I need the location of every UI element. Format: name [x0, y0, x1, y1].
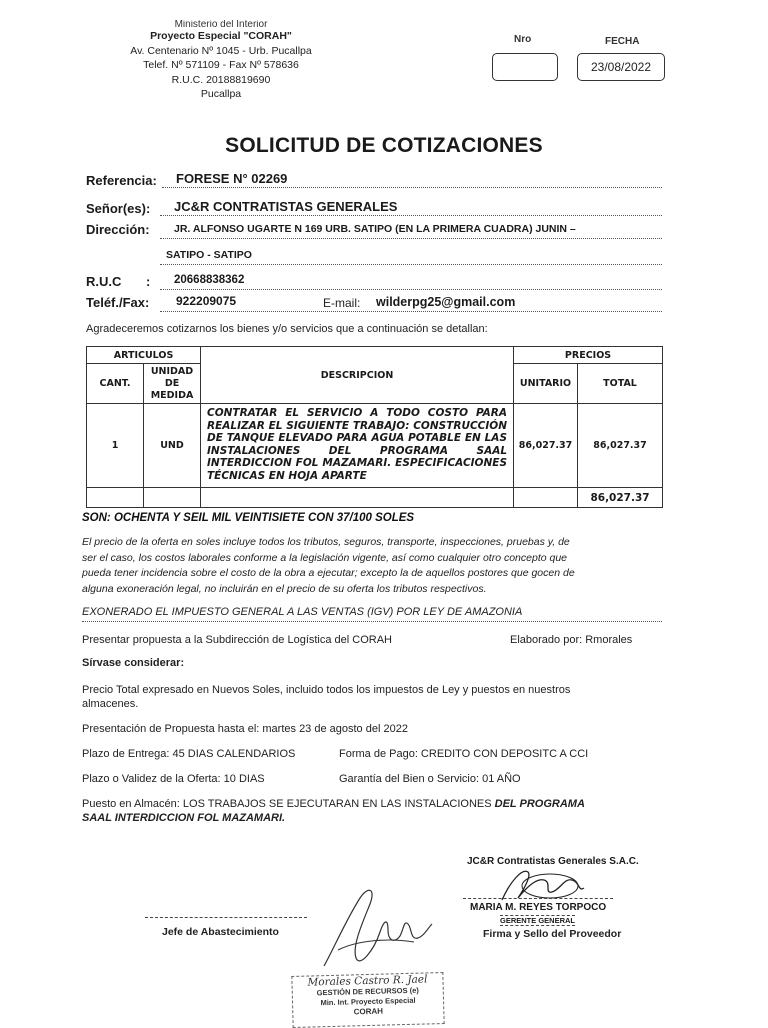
provider-signer-role: GERENTE GENERAL [500, 916, 576, 925]
direccion-line-1 [160, 238, 662, 239]
price-clause-line-4: alguna exoneración legal, no incluirán en el precio de su oferta los tributos respectivos. [82, 582, 487, 595]
provider-company: JC&R Contratistas Generales S.A.C. [467, 856, 639, 867]
email-value: wilderpg25@gmail.com [376, 295, 516, 309]
total-row-empty-3 [201, 488, 514, 508]
institution-ruc: R.U.C. 20188819690 [171, 73, 271, 86]
left-signature-line [145, 917, 307, 918]
igv-line [82, 621, 662, 622]
price-clause-line-1: El precio de la oferta en soles incluye todos los tributos, seguros, transporte, inspecciones, pruebas y, de [82, 536, 570, 548]
price-clause-line-3: pueda tener incidencia sobre el costo de la obra a ejecutar; excepto la de aquellos postores que gocen de [82, 567, 575, 579]
institution-city: Pucallpa [200, 88, 242, 101]
direccion-line-2 [160, 264, 662, 265]
project-name: Proyecto Especial "CORAH" [150, 30, 292, 42]
ruc-line [160, 289, 662, 290]
direccion-value-1: JR. ALFONSO UGARTE N 169 URB. SATIPO (EN LA PRIMERA CUADRA) JUNIN – [174, 223, 576, 235]
row-total: 86,027.37 [578, 404, 663, 488]
nro-label: Nro [514, 34, 532, 45]
presentar-text: Presentar propuesta a la Subdirección de Logística del CORAH [82, 634, 393, 646]
ruc-colon: : [146, 274, 151, 289]
ruc-label: R.U.C [86, 274, 122, 289]
senores-value: JC&R CONTRATISTAS GENERALES [174, 199, 398, 214]
amount-in-words: SON: OCHENTA Y SEIL MIL VEINTISIETE CON 37/100 SOLES [82, 512, 415, 524]
presentacion-text: Presentación de Propuesta hasta el: martes 23 de agosto del 2022 [82, 723, 408, 735]
telef-value: 922209075 [176, 294, 237, 308]
sirvase-heading: Sírvase considerar: [82, 657, 185, 669]
ministry-name: Ministerio del Interior [174, 20, 268, 29]
total-row-empty-1 [87, 488, 144, 508]
forma-pago: Forma de Pago: CREDITO CON DEPOSITC A CCI [339, 748, 589, 760]
institution-phone: Telef. Nº 571109 - Fax Nº 578636 [143, 59, 299, 72]
email-label: E-mail: [323, 296, 361, 310]
elaborado-text: Elaborado por: Rmorales [510, 634, 633, 646]
referencia-value: FORESE N° 02269 [176, 171, 288, 186]
grand-total: 86,027.37 [578, 488, 663, 508]
total-row-empty-4 [514, 488, 578, 508]
row-cant: 1 [87, 404, 144, 488]
cant-header: CANT. [87, 364, 144, 404]
ruc-value: 20668838362 [174, 274, 245, 286]
fecha-label: FECHA [605, 36, 640, 47]
fecha-value: 23/08/2022 [590, 60, 652, 74]
left-signature-scribble [318, 880, 436, 972]
garantia-text: Garantía del Bien o Servicio: 01 AÑO [339, 773, 521, 785]
price-clause-line-2: ser el caso, los costos laborales conforme a la legislación vigente, así como cualquier otro concepto que [82, 551, 568, 564]
official-stamp [291, 972, 444, 1028]
telef-line [160, 311, 662, 312]
institution-header [96, 20, 346, 102]
unidad-header: UNIDAD DE MEDIDA [144, 364, 201, 404]
precio-total-line-2: almacenes. [82, 698, 139, 710]
referencia-label: Referencia: [86, 173, 157, 188]
referencia-line [162, 187, 662, 188]
plazo-entrega: Plazo de Entrega: 45 DIAS CALENDARIOS [82, 748, 296, 760]
provider-signer-name: MARIA M. REYES TORPOCO [470, 902, 607, 913]
jefe-abastecimiento-label: Jefe de Abastecimiento [162, 926, 279, 938]
precio-total-line-1: Precio Total expresado en Nuevos Soles, incluido todos los impuestos de Ley y puestos en nuestros [82, 684, 571, 696]
document-title: SOLICITUD DE COTIZACIONES [225, 134, 543, 157]
stamp-line-4: CORAH [353, 1006, 384, 1017]
puesto-almacen-bold-2: SAAL INTERDICCION FOL MAZAMARI. [82, 812, 286, 824]
articulos-header: ARTICULOS [87, 347, 201, 364]
price-clause [82, 535, 662, 597]
row-unidad: UND [144, 404, 201, 488]
puesto-almacen-normal: Puesto en Almacén: LOS TRABAJOS SE EJECUTARAN EN LAS INSTALACIONES [82, 798, 495, 810]
provider-signature-line [463, 898, 613, 899]
provider-signature-label: Firma y Sello del Proveedor [483, 928, 622, 940]
provider-signature-scribble [492, 862, 592, 906]
telef-label: Teléf./Fax: [86, 295, 150, 310]
intro-text: Agradeceremos cotizarnos los bienes y/o servicios que a continuación se detallan: [86, 323, 488, 335]
institution-address: Av. Centenario Nº 1045 - Urb. Pucallpa [130, 44, 312, 57]
direccion-label: Dirección: [86, 222, 150, 237]
precios-header: PRECIOS [514, 347, 663, 364]
total-row-empty-2 [144, 488, 201, 508]
items-table [86, 346, 663, 508]
senores-line [160, 215, 662, 216]
table-row [87, 404, 663, 488]
stamp-name: Morales Castro R. Jael [307, 973, 428, 989]
row-descripcion: CONTRATAR EL SERVICIO A TODO COSTO PARA REALIZAR EL SIGUIENTE TRABAJO: CONSTRUCCIÓN DE TANQUE ELEVADO PARA AGUA POTABLE EN LAS INSTALACIONES DEL PROGRAMA SAAL INTERDICCION FOL MAZAMARI. ESPECIFICACIONES TÉCNICAS EN HOJA APARTE [201, 404, 514, 488]
nro-box [492, 53, 558, 81]
puesto-almacen-bold: DEL PROGRAMA [494, 798, 585, 810]
fecha-box [577, 53, 665, 81]
descripcion-header: DESCRIPCION [201, 347, 514, 404]
validez-oferta: Plazo o Validez de la Oferta: 10 DIAS [82, 773, 265, 785]
direccion-value-2: SATIPO - SATIPO [166, 249, 252, 261]
igv-exemption: EXONERADO EL IMPUESTO GENERAL A LAS VENTAS (IGV) POR LEY DE AMAZONIA [82, 606, 523, 618]
senores-label: Señor(es): [86, 201, 151, 216]
stamp-line-2: GESTIÓN DE RECURSOS (e) [316, 985, 419, 998]
stamp-line-3: Min. Int. Proyecto Especial [320, 995, 416, 1008]
total-header: TOTAL [578, 364, 663, 404]
unitario-header: UNITARIO [514, 364, 578, 404]
row-unitario: 86,027.37 [514, 404, 578, 488]
puesto-almacen [82, 798, 585, 810]
